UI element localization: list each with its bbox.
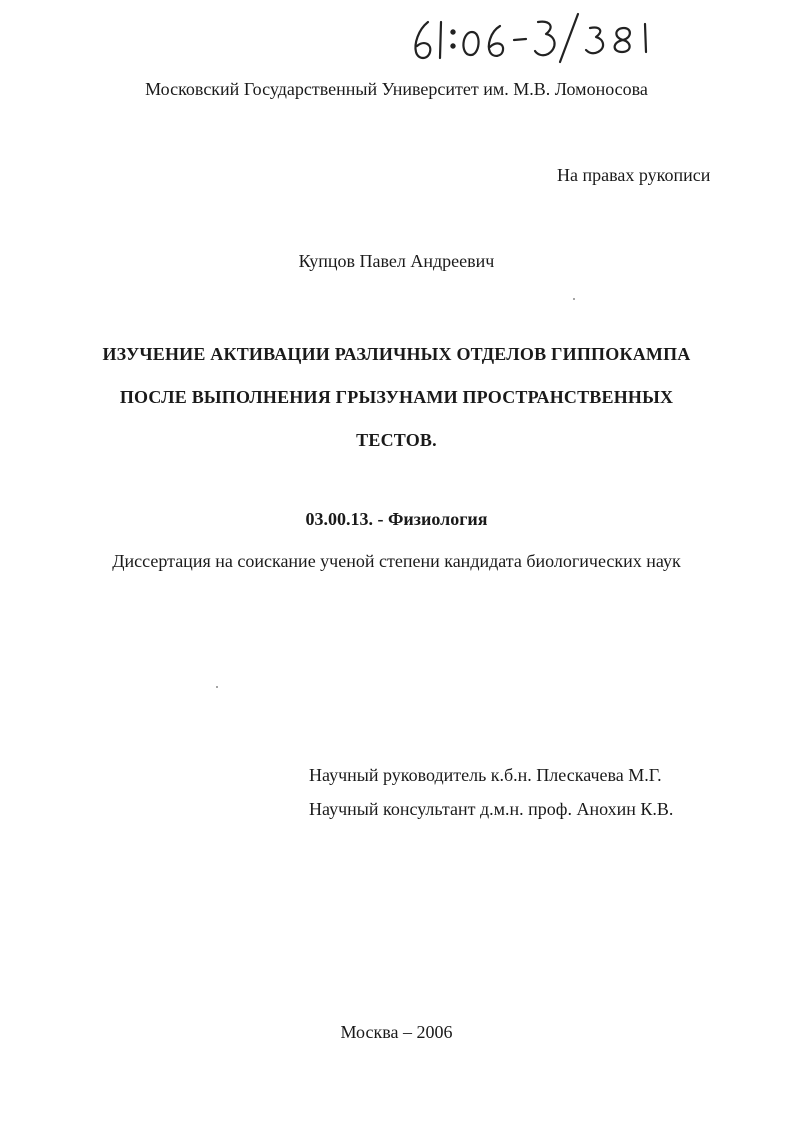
university-name: Московский Государственный Университет им. М.В. Ломоносова [145,79,648,99]
author-name: Купцов Павел Андреевич [298,251,495,271]
title-line: ПОСЛЕ ВЫПОЛНЕНИЯ ГРЫЗУНАМИ ПРОСТРАНСТВЕННЫХ [119,387,674,407]
specialty-code: 03.00.13. - Физиология [305,509,488,529]
handwritten-archive-code [0,0,793,80]
scan-speck [573,298,575,300]
scientific-consultant: Научный консультант д.м.н. проф. Анохин К.В. [309,799,674,819]
title-line: ТЕСТОВ. [356,430,437,450]
degree-statement: Диссертация на соискание ученой степени кандидата биологических наук [112,551,681,571]
manuscript-note: На правах рукописи [557,165,711,185]
scan-speck [216,686,218,688]
city-year: Москва – 2006 [340,1022,453,1042]
dissertation-title [60,333,733,462]
title-line: ИЗУЧЕНИЕ АКТИВАЦИИ РАЗЛИЧНЫХ ОТДЕЛОВ ГИППОКАМПА [102,344,691,364]
scientific-supervisor: Научный руководитель к.б.н. Плескачева М.Г. [309,765,662,785]
